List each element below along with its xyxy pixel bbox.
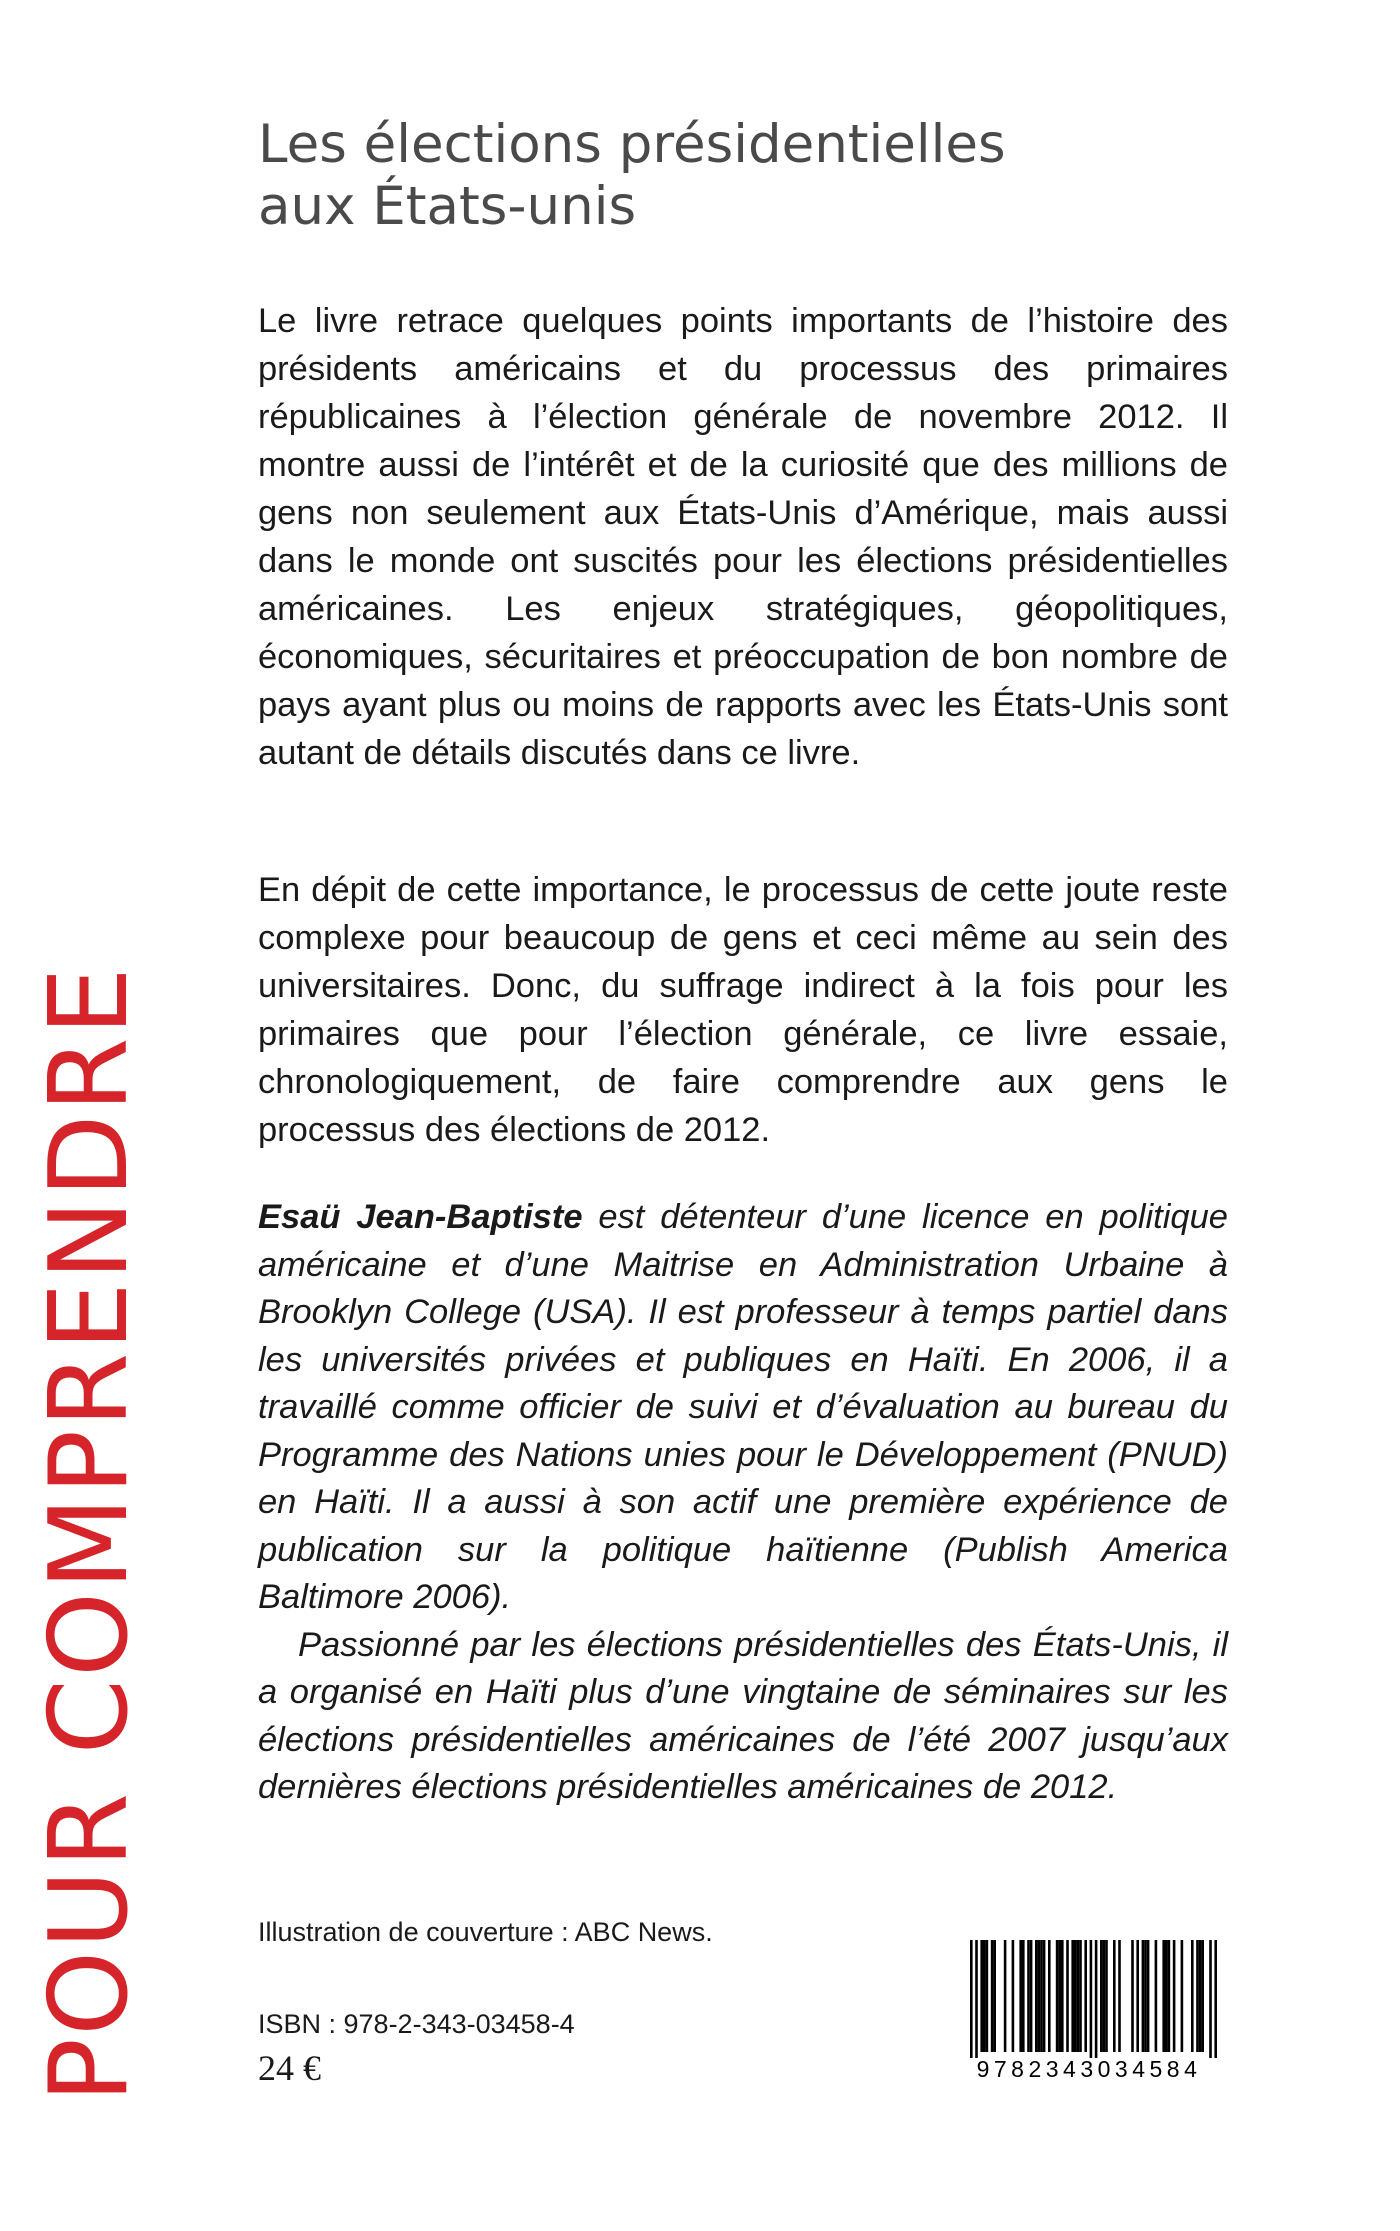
barcode-bar — [1105, 1940, 1108, 2052]
barcode-bar — [1191, 1940, 1194, 2052]
barcode-bar — [1030, 1940, 1033, 2052]
series-label: POUR COMPRENDRE — [27, 965, 152, 2103]
barcode-bar — [1040, 1940, 1043, 2052]
barcode-bar — [1048, 1940, 1051, 2052]
barcode-bar — [1173, 1940, 1176, 2052]
barcode-bar — [1155, 1940, 1158, 2052]
barcode-bar — [1074, 1940, 1077, 2052]
barcode-bar — [1168, 1940, 1171, 2052]
barcode-bar — [1162, 1940, 1165, 2052]
author-bio-paragraph-1 — [258, 1194, 1228, 1622]
author-name: Esaü Jean-Baptiste — [258, 1198, 583, 1236]
barcode-bar — [1142, 1940, 1145, 2052]
barcode-bar — [1079, 1940, 1082, 2052]
barcode-bar — [1071, 1940, 1074, 2052]
barcode-bar — [1196, 1940, 1199, 2052]
book-title — [258, 114, 1158, 238]
barcode-bar — [986, 1940, 989, 2052]
barcode-bar — [1100, 1940, 1103, 2052]
barcode-bar — [1209, 1940, 1212, 2058]
barcode-bar — [975, 1940, 978, 2058]
barcode-bar — [991, 1940, 994, 2052]
barcode-bar — [1084, 1940, 1087, 2052]
barcode-bar — [1035, 1940, 1038, 2052]
barcode-bar — [1019, 1940, 1022, 2052]
barcode-bar — [970, 1940, 973, 2058]
barcode-bar — [1027, 1940, 1030, 2052]
barcode-bar — [1136, 1940, 1139, 2052]
barcode-bar — [1038, 1940, 1041, 2052]
barcode-bar — [1147, 1940, 1150, 2052]
isbn: ISBN : 978-2-343-03458-4 — [258, 2009, 575, 2039]
barcode-bar — [1077, 1940, 1080, 2052]
barcode-bar — [1144, 1940, 1147, 2052]
summary-paragraph-1: Le livre retrace quelques points importants de l’histoire des présidents américains et du processus des primaires républicaines à l’élection générale de novembre 2012. Il montre aussi de l’intérêt et de la curiosité que des millions de gens non seulement aux États-Unis d’Amérique, mais aussi dans le monde ont suscités pour les élections présidentielles américaines. Les enjeux stratégiques, géopolitiques, économiques, sécuritaires et préoccupation de bon nombre de pays ayant plus ou moins de rapports avec les États-Unis sont autant de détails discutés dans ce livre. — [258, 302, 1228, 772]
book-title-line-2: aux États-unis — [258, 176, 637, 237]
barcode-digits: 9782343034584 — [976, 2056, 1202, 2082]
barcode-bar — [1103, 1940, 1106, 2052]
barcode-bar — [983, 1940, 986, 2052]
summary-paragraph-2: En dépit de cette importance, le processus de cette joute reste complexe pour beaucoup de gens et ceci même au sein des universitaires. Donc, du suffrage indirect à la fois pour les primaires que pour l’élection générale, ce livre essaie, chronologiquement, de faire comprendre aux gens le processus des élections de 2012. — [258, 871, 1228, 1149]
author-bio — [258, 1194, 1228, 1812]
barcode-bar — [1199, 1940, 1202, 2052]
author-bio-text-1: est détenteur d’une licence en politique américaine et d’une Maitrise en Administration Urbaine à Brooklyn College (USA). Il est professeur à temps partiel dans les universités privées et publiques en Haïti. En 2006, il a travaillé comme officier de suivi et d’évaluation au bureau du Programme des Nations unies pour le Développement (PNUD) en Haïti. Il a aussi à son actif une première expérience de publication sur la politique haïtienne (Publish America Baltimore 2006). — [258, 1198, 1228, 1616]
barcode-bar — [1004, 1940, 1007, 2052]
barcode-bar — [1022, 1940, 1025, 2052]
barcode-bar — [1012, 1940, 1015, 2052]
barcode-bar — [1090, 1940, 1093, 2058]
barcode-bar — [1214, 1940, 1217, 2058]
author-bio-paragraph-2: Passionné par les élections présidentielles des États-Unis, il a organisé en Haïti plus d’une vingtaine de séminaires sur les élections présidentielles américaines de l’été 2007 jusqu’aux dernières élections présidentielles américaines de 2012. — [258, 1625, 1228, 1806]
barcode-bar — [1118, 1940, 1121, 2052]
price: 24 € — [258, 2048, 321, 2088]
cover-illustration-credit: Illustration de couverture : ABC News. — [258, 1917, 713, 1947]
book-title-line-1: Les élections présidentielles — [258, 114, 1006, 175]
barcode-bar — [1131, 1940, 1134, 2052]
barcode-bar — [993, 1940, 996, 2052]
barcode-bar — [1061, 1940, 1064, 2052]
barcode-bar — [1058, 1940, 1061, 2052]
barcode-bar — [1113, 1940, 1116, 2052]
barcode — [958, 1940, 1220, 2100]
barcode-bars — [958, 1940, 1220, 2058]
barcode-bar — [1043, 1940, 1046, 2052]
barcode-bar — [1181, 1940, 1184, 2052]
barcode-bar — [1201, 1940, 1204, 2052]
barcode-bar — [980, 1940, 983, 2052]
barcode-bar — [1056, 1940, 1059, 2052]
barcode-bar — [1165, 1940, 1168, 2052]
barcode-bar — [1066, 1940, 1069, 2052]
barcode-bar — [1095, 1940, 1098, 2058]
